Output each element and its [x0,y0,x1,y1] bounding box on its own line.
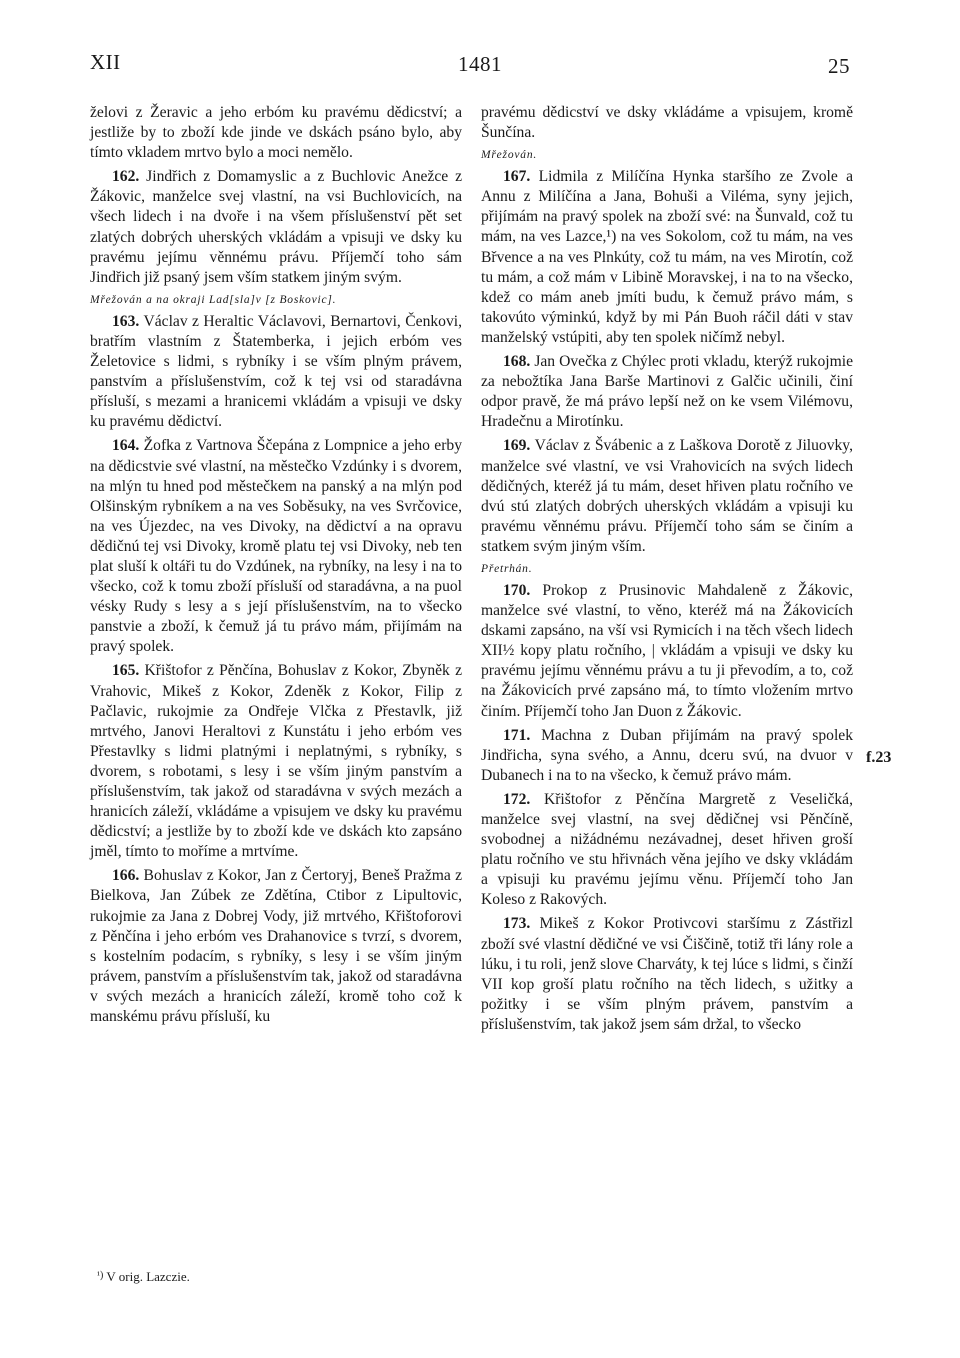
entry-paragraph [90,661,462,862]
entry-number: 169. [503,437,531,455]
right-column [481,103,853,1039]
entry-paragraph [481,103,853,143]
entry-paragraph [481,436,853,557]
footnote-text: V orig. Lazczie. [103,1269,190,1284]
entry-paragraph [90,103,462,163]
entry-paragraph [481,726,853,786]
entry-text: Machna z Duban přijímám na pravý spolek Jindřicha, syna svého, a Annu, dceru svú, na dvuor v Dubanech i na to na všecko, k čemuž právo mám. [481,726,853,784]
entry-paragraph [481,914,853,1035]
entry-text: Lidmila z Milíčína Hynka staršího ze Zvole a Annu z Milíčína a Jana, Bohuši a Viléma, syny jejich, přijímám na pravý spolek na zboží své: na Šunvald, což tu mám, na ves Lazce,¹) na ves Sokolom, což tu mám, na ves Břvence a na ves Plnkúty, což tu mám, na ves Mirotín, což tu mám, a což mám v Libině Moravskej, i na to na všecko, kdež co mám aneb jmíti budu, k čemuž právo mám, s takovúto výminkú, když by mi Pán Buoh ráčil dáti v stav manželský vstúpiti, aby ten spolek ničímž nebyl. [481,168,853,346]
entry-text: želovi z Žeravic a jeho erbóm ku pravému dědicství; a jestliže by to zboží kde jinde ve dskách psáno bylo, aby tímto vkladem mrtvo bylo a moci nemělo. [90,104,462,162]
header-volume: XII [90,50,121,74]
entry-text: Václav z Heraltic Václavovi, Bernartovi, Čenkovi, bratřím vlastním z Štatemberka, i jejich erbóm ves Želetovice s lidmi, s rybníky i se vším plným právem, panstvím a příslušenstvím, což k tej vsi od staradávna přísluší, s mezami a hranicemi vkládám a vpisuji ve dsky ku pravému dědictví. [90,312,462,431]
entry-number: 163. [112,312,140,330]
entry-paragraph [481,167,853,348]
entry-text: Prokop z Prusinovic Mahdaleně z Žákovic, manželce své vlastní, to věno, kteréž má na Žákovicích dskami zapsáno, na vší vsi Rymicích i na těch všech lidech XII½ kopy platu ročního, | vkládám a vpisuji ve dsky ku pravému jejímu věnnému právu a tu ji převodím, a to, což na Žákovicích prvé zapsáno má, to tímto vložením mrtvo činím. Příjemčí toho Jan Duon z Žákovic. [481,581,853,720]
entry-paragraph [481,352,853,432]
entry-text: Bohuslav z Kokor, Jan z Čertoryj, Beneš Pražma z Bielkova, Jan Zúbek ze Zdětína, Ctibor z Lipultovic, rukojmie za Jana z Dobrej Vody, již mrtvého, Křištoforovi z Pěnčína i jeho erbóm ves Drahanovice s tvrzí, s dvorem, s kostelním podacím, s rybníky, s lesy i se vším jiným právem, panstvím a příslušenstvím tak, jakož od staradávna v svých mezách a hranicích záleží, kromě toho což k manskému právu přísluší, ku [90,867,462,1026]
entry-number: 171. [503,726,531,744]
entry-text: pravému dědicství ve dsky vkládáme a vpisujem, kromě Šunčína. [481,104,853,142]
entry-text: Jan Ovečka z Chýlec proti vkladu, kterýž rukojmie za nebožtíka Jana Barše Martinovi z Galčic učinili, činí odpor pravě, že má právo lepší než on ke vsem Vilémovu, Hradečnu a Mirotínku. [481,353,853,431]
entry-number: 167. [503,168,531,186]
header-year: 1481 [458,52,502,76]
entry-text: Mikeš z Kokor Protivcovi staršímu z Zástřizl zboží své vlastní dědičné ve vsi Čiščině, totiž tři lány role a lúku, i tu roli, jenž slove Charváty, k tej lúce s lidmi, s činží VII kop groší platu ročního na těch lidech, s užitky a požitky i se vším plným právem, panstvím a příslušenstvím, tak jakož jsem sám držal, to všecko [481,915,853,1033]
entry-number: 172. [503,790,531,808]
entry-number: 164. [112,437,140,455]
entry-note: Mřežován. [481,149,538,162]
entry-number: 173. [503,915,531,933]
footnote [97,1269,190,1285]
left-column [90,103,462,1031]
entry-number: 165. [112,662,140,680]
entry-text: Žofka z Vartnova Ščepána z Lompnice a jeho erby na dědicstvie své vlastní, na městečko Vzdúnky i s dvorem, na mlýn tu hned pod městečkem na panský a na mlýn pod Olšinským rybníkem a na ves Soběsuky, na ves Svrčovice, na ves Újezdec, na ves Divoky, na dědictví a na opravu dědičnú tej vsi Divoky, kromě platu tej vsi Divoky, neb ten plat sluší k oltáři tu do Vzdúnek, na rybníky, na lesy i na to všecko, což k tomu zboží přísluší od staradávna, a na puol vésky Rudy s lesy a s její příslušenstvím, na to všecko panstvie a zboží, k čemuž já tu právo mám, přijímám na pravý spolek. [90,437,462,656]
entry-number: 168. [503,353,531,371]
entry-paragraph [481,581,853,722]
entry-paragraph [90,866,462,1027]
margin-folio-note: f.23 [866,749,892,766]
entry-text: Václav z Švábenic a z Laškova Dorotě z Jiluovky, manželce své vlastní, ve vsi Vrahovicích na svých lidech dědičných, kteréž já tu mám, deset hřiven platu ročního ve dvú stú zlatých dobrých uherských vkládám a vpisuji ku pravému věnnému právu. Příjemčí toho sám se činím a statkem svým jiným vším. [481,437,853,555]
entry-text: Křištofor z Pěnčína, Bohuslav z Kokor, Zbyněk z Vrahovic, Mikeš z Kokor, Zdeněk z Kokor, Filip z Pačlavic, rukojmie za Ondřeje Vlčka z Přestavlk, již mrtvého, Janovi Heraltovi z Kunstátu i jeho erbóm ves Přestavlky s lidmi platnými i neplatnými, s rybníky, s dvorem, s robotami, s lesy i se vším jiným panstvím a příslušenstvím, tak jakož od staradávna v svých mezách a hranicích záleží, vkládáme a vpisujem ve dsky ku pravému dědicství; a jestliže by to zboží kde ve dskách kto zapsáno jměl, tímto to moříme a mrtvíme. [90,662,462,861]
entry-number: 170. [503,581,531,599]
entry-paragraph [90,167,462,288]
footnote-mark: ¹) [97,1270,104,1281]
entry-note: Přetrhán. [481,562,533,575]
entry-paragraph [90,436,462,657]
entry-paragraph [481,790,853,911]
header-page-number: 25 [828,54,850,78]
entry-note: Mřežován a na okraji Lad[sla]v [z Boskovic]. [90,293,337,306]
entry-text: Křištofor z Pěnčína Margretě z Veseličká, manželce svej vlastní, na svej dědičnej vsi Pěnčíně, svobodnej a nižádnému nezávadnej, deset hřiven groší platu ročního ve stu hřivnách věna jejího ve dsky vkládám a vpisuji ku pravému jejímu věnu. Příjemčí toho Jan Koleso z Rakových. [481,790,853,909]
entry-number: 166. [112,867,140,885]
entry-text: Jindřich z Domamyslic a z Buchlovic Anežce z Žákovic, manželce svej vlastní, na vsi Buchlovicích, na všech lidech i na dvoře i na všem příslušenství pět set zlatých dobrých uherských vkládám a vpisuji ve dsky ku pravému jejímu věnnému právu. Příjemčí toho sám Jindřich již psaný jsem vším statkem jiným svým. [90,168,462,286]
entry-number: 162. [112,168,140,186]
entry-paragraph [90,312,462,433]
